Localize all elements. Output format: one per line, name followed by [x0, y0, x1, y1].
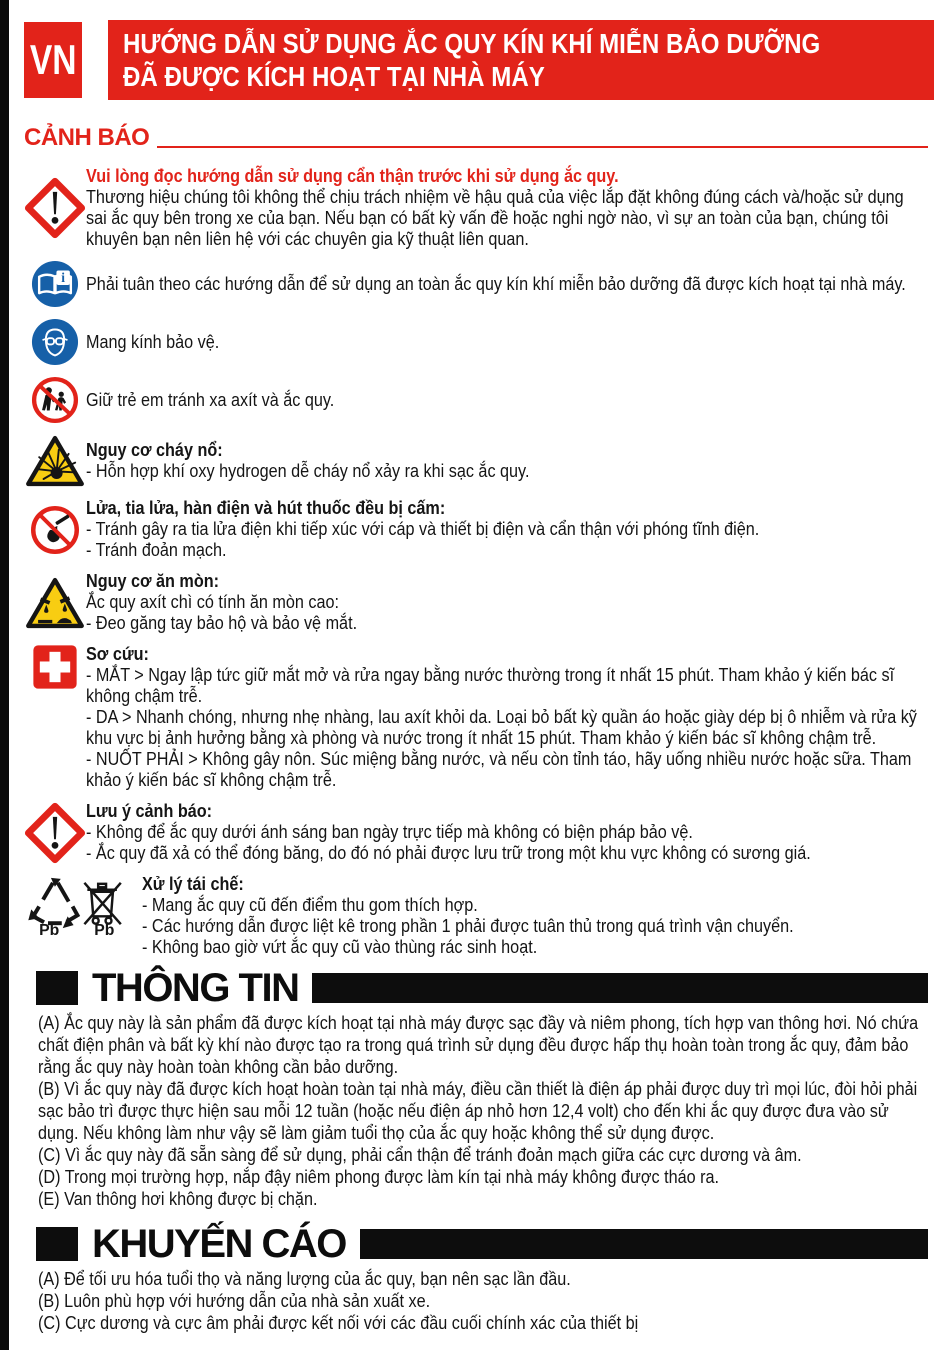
warnings-section-title: CẢNH BÁO	[24, 124, 150, 151]
info-paragraph: (E) Van thông hơi không được bị chặn.	[38, 1189, 318, 1209]
instruction-manual-icon	[24, 260, 86, 308]
advice-text-block	[38, 1268, 928, 1334]
advice-banner-bar	[360, 1229, 928, 1259]
corrosive-hazard-icon	[24, 576, 86, 630]
advice-paragraph: (B) Luôn phù hợp với hướng dẫn của nhà sản xuất xe.	[38, 1291, 431, 1311]
warning-item	[24, 874, 928, 958]
warning-text	[86, 274, 928, 295]
language-badge-label: VN	[29, 36, 77, 83]
warning-text	[86, 498, 928, 561]
info-banner-square	[36, 971, 78, 1005]
no-fire-icon	[24, 505, 86, 555]
warning-item	[24, 318, 928, 366]
advice-section-title: KHUYẾN CÁO	[92, 1222, 346, 1266]
language-badge	[24, 22, 82, 98]
eye-protection-icon	[24, 318, 86, 366]
warning-line: - Không bao giờ vứt ắc quy cũ vào thùng rác sinh hoạt.	[142, 937, 538, 957]
info-paragraph: (B) Vì ắc quy này đã được kích hoạt hoàn toàn tại nhà máy, điều cần thiết là điện áp phải được duy trì mọi lúc, đòi hỏi phải sạc bảo trì được thực hiện sau mỗi 12 tuần (hoặc nếu điện áp nhỏ hơn 12,4 volt) cho đến khi ắc quy được đưa vào sử dụng. Nếu không làm như vậy sẽ làm giảm tuổi thọ của ắc quy hoặc không thể sử dụng được.	[38, 1079, 918, 1143]
warning-line: Giữ trẻ em tránh xa axít và ắc quy.	[86, 389, 335, 410]
warning-line: Ắc quy axít chì có tính ăn mòn cao:	[86, 592, 340, 612]
warning-line: - MẮT > Ngay lập tức giữ mắt mở và rửa ngay bằng nước thường trong ít nhất 15 phút. Tham khảo ý kiến bác sĩ không chậm trễ.	[86, 665, 895, 706]
explosion-hazard-icon	[24, 434, 86, 488]
warning-text	[86, 801, 928, 864]
keep-children-away-icon	[24, 376, 86, 424]
warnings-section-header	[24, 124, 928, 152]
info-paragraph: (C) Vì ắc quy này đã sẵn sàng để sử dụng, phải cẩn thận để tránh đoản mạch giữa các cực dương và âm.	[38, 1145, 802, 1165]
page-title-line2: ĐÃ ĐƯỢC KÍCH HOẠT TẠI NHÀ MÁY	[123, 61, 546, 92]
warning-line: - NUỐT PHẢI > Không gây nôn. Súc miệng bằng nước, và nếu còn tỉnh táo, hãy uống nhiều nước hoặc sữa. Tham khảo ý kiến bác sĩ không chậm trễ.	[86, 749, 912, 790]
warning-heading: Sơ cứu:	[86, 644, 149, 664]
warning-line: - Tránh đoản mạch.	[86, 540, 227, 560]
warning-item	[24, 644, 928, 791]
warning-text	[86, 440, 928, 482]
warning-line: - Tránh gây ra tia lửa điện khi tiếp xúc với cáp và thiết bị điện và cẩn thận với phóng tĩnh điện.	[86, 519, 760, 539]
warning-item	[24, 260, 928, 308]
ghs-exclamation-diamond-icon	[24, 802, 86, 864]
warning-line: - Các hướng dẫn được liệt kê trong phần 1 phải được tuân thủ trong quá trình vận chuyển.	[142, 916, 794, 936]
advice-paragraph: (A) Để tối ưu hóa tuổi thọ và năng lượng của ắc quy, bạn nên sạc lần đầu.	[38, 1269, 571, 1289]
advice-paragraph: (C) Cực dương và cực âm phải được kết nối với các đầu cuối chính xác của thiết bị	[38, 1313, 639, 1333]
warning-heading: Nguy cơ cháy nổ:	[86, 440, 223, 460]
warning-line: - DA > Nhanh chóng, nhưng nhẹ nhàng, lau axít khỏi da. Loại bỏ bất kỳ quần áo hoặc giày dép bị ô nhiễm và rửa kỹ khu vực bị ảnh hưởng bằng xà phòng và nước trong ít nhất 15 phút. Tham khảo ý kiến bác sĩ không chậm trễ.	[86, 707, 917, 748]
warning-item	[24, 434, 928, 488]
warning-line: Mang kính bảo vệ.	[86, 331, 220, 352]
warning-line: - Ắc quy đã xả có thể đóng băng, do đó nó phải được lưu trữ trong một khu vực không có sương giá.	[86, 843, 811, 863]
warning-line: Thương hiệu chúng tôi không thể chịu trách nhiệm về hậu quả của việc lắp đặt không đúng cách và/hoặc sử dụng sai ắc quy bên trong xe của bạn. Nếu bạn có bất kỳ vấn đề hoặc nghi ngờ nào, vì sự an toàn của bạn, chúng tôi khuyên bạn nên liên hệ với các chuyên gia kỹ thuật liên quan.	[86, 187, 904, 249]
warning-item	[24, 166, 928, 250]
warning-item	[24, 801, 928, 864]
warning-heading: Xử lý tái chế:	[142, 874, 244, 894]
warning-heading: Lửa, tia lửa, hàn điện và hút thuốc đều bị cấm:	[86, 498, 446, 518]
warning-line: - Mang ắc quy cũ đến điểm thu gom thích hợp.	[142, 895, 478, 915]
warning-text	[86, 571, 928, 634]
svg-text:Pb: Pb	[94, 922, 115, 936]
warning-line: - Không để ắc quy dưới ánh sáng ban ngày trực tiếp mà không có biện pháp bảo vệ.	[86, 822, 693, 842]
recycle-pb-icon	[24, 874, 142, 936]
first-aid-icon	[24, 644, 86, 690]
warning-item	[24, 571, 928, 634]
info-section-title: THÔNG TIN	[92, 966, 299, 1010]
title-banner	[108, 20, 934, 100]
warning-text	[86, 332, 928, 353]
page-title-line1: HƯỚNG DẪN SỬ DỤNG ẮC QUY KÍN KHÍ MIỄN BẢO DƯỠNG	[123, 28, 821, 59]
info-paragraph: (D) Trong mọi trường hợp, nắp đậy niêm phong được làm kín tại nhà máy không được tháo ra.	[38, 1167, 720, 1187]
warning-text	[86, 644, 928, 791]
advice-banner-square	[36, 1227, 78, 1261]
warning-text	[142, 874, 928, 958]
warnings-list	[24, 166, 928, 958]
advice-section-banner	[24, 1222, 928, 1266]
warning-line: - Hỗn hợp khí oxy hydrogen dễ cháy nổ xảy ra khi sạc ắc quy.	[86, 461, 530, 481]
info-section-banner	[24, 966, 928, 1010]
warning-line: - Đeo găng tay bảo hộ và bảo vệ mắt.	[86, 613, 358, 633]
warning-item	[24, 498, 928, 561]
warnings-section-underline	[157, 146, 928, 148]
warning-text	[86, 390, 928, 411]
warning-text	[86, 166, 928, 250]
warning-heading: Nguy cơ ăn mòn:	[86, 571, 220, 591]
ghs-exclamation-diamond-icon	[24, 177, 86, 239]
warning-line: Phải tuân theo các hướng dẫn để sử dụng an toàn ắc quy kín khí miễn bảo dưỡng đã được kích hoạt tại nhà máy.	[86, 273, 906, 294]
info-banner-bar	[312, 973, 928, 1003]
warning-heading: Lưu ý cảnh báo:	[86, 801, 213, 821]
masthead	[24, 20, 928, 100]
warning-lead: Vui lòng đọc hướng dẫn sử dụng cẩn thận trước khi sử dụng ắc quy.	[86, 166, 619, 186]
svg-text:Pb: Pb	[39, 922, 60, 936]
svg-text:i: i	[61, 270, 66, 286]
warning-item	[24, 376, 928, 424]
info-text-block	[38, 1012, 928, 1210]
info-paragraph: (A) Ắc quy này là sản phẩm đã được kích hoạt tại nhà máy được sạc đầy và niêm phong, tích hợp van thông hơi. Nó chứa chất điện phân và bất kỳ khí nào được tạo ra trong quá trình sử dụng đều được hấp thụ hoàn toàn trong ắc quy, đảm bảo rằng ắc quy này hoàn toàn không cần bảo dưỡng.	[38, 1013, 919, 1077]
